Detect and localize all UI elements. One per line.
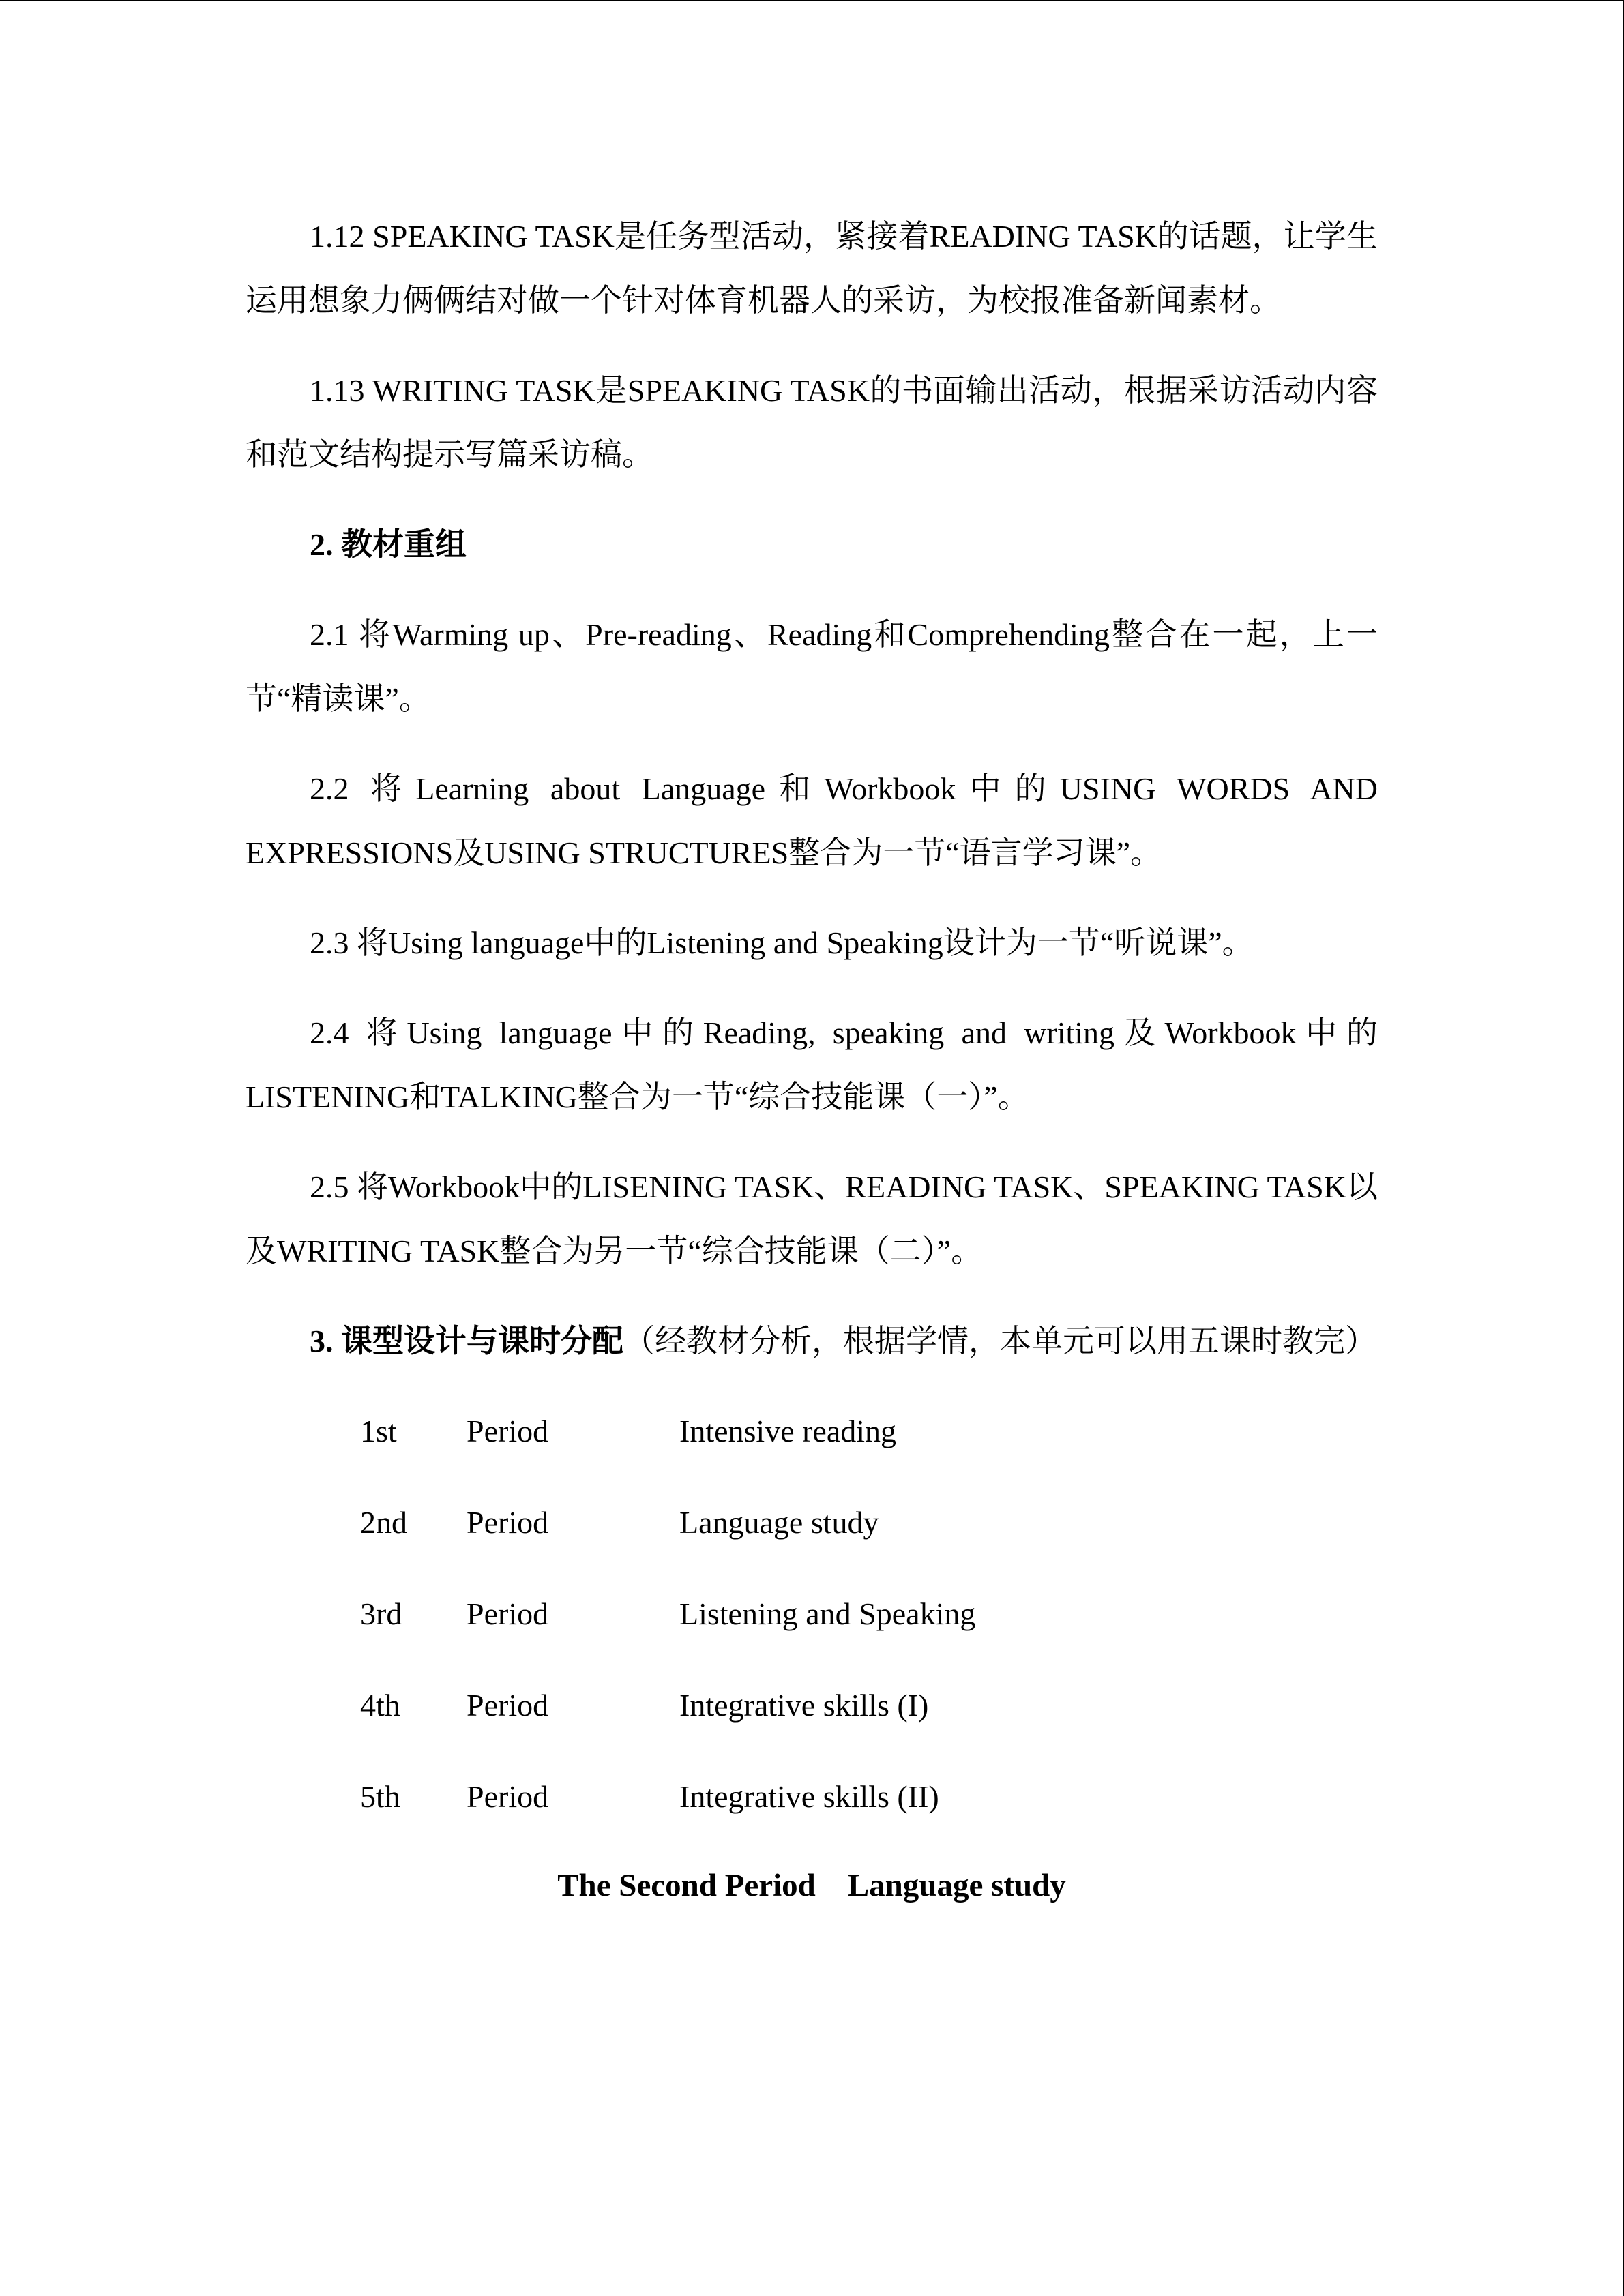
period-number: 4th [360,1688,400,1723]
document-page [246,205,1378,1918]
period-row [246,1582,1378,1673]
section-2-heading-text: 2. 教材重组 [310,527,467,562]
period-type: Integrative skills (I) [679,1688,929,1723]
period-schedule [246,1399,1378,1856]
period-row [246,1491,1378,1582]
period-label: Period [467,1688,549,1723]
period-label: Period [467,1779,549,1814]
lesson-title: The Second Period Language study [557,1868,1066,1903]
period-label: Period [467,1414,549,1448]
period-type: Listening and Speaking [679,1596,976,1631]
paragraph-1-13: 1.13 WRITING TASK是SPEAKING TASK的书面输出活动，根据采访活动内容和范文结构提示写篇采访稿。 [246,373,1378,472]
page-top-border [0,0,1624,1]
period-label: Period [467,1505,549,1540]
paragraph-2-1: 2.1 将Warming up、Pre-reading、Reading和Comprehending整合在一起，上一节“精读课”。 [246,617,1378,716]
period-row [246,1399,1378,1491]
period-type: Language study [679,1505,879,1540]
paragraph-1-12: 1.12 SPEAKING TASK是任务型活动，紧接着READING TASK的话题，让学生运用想象力俩俩结对做一个针对体育机器人的采访，为校报准备新闻素材。 [246,219,1378,318]
section-2-heading [246,513,1378,577]
period-number: 1st [360,1414,397,1448]
section-3-heading [246,1309,1378,1373]
period-number: 5th [360,1779,400,1814]
paragraph-2-4: 2.4 将Using language中的Reading, speaking and writing及Workbook中的LISTENING和TALKING整合为一节“综合技能课（一）”。 [246,1015,1378,1114]
paragraph-2-2: 2.2 将Learning about Language和Workbook中的USING WORDS AND EXPRESSIONS及USING STRUCTURES整合为一节“语言学习课”。 [246,771,1378,870]
period-row [246,1673,1378,1765]
section-3-heading-note: （经教材分析，根据学情，本单元可以用五课时教完） [623,1324,1376,1358]
period-type: Integrative skills (II) [679,1779,939,1814]
period-row [246,1765,1378,1856]
period-number: 2nd [360,1505,407,1540]
period-type: Intensive reading [679,1414,897,1448]
period-label: Period [467,1596,549,1631]
paragraph-2-3: 2.3 将Using language中的Listening and Speaking设计为一节“听说课”。 [310,925,1254,960]
period-number: 3rd [360,1596,402,1631]
paragraph-2-5: 2.5 将Workbook中的LISENING TASK、READING TASK、SPEAKING TASK以及WRITING TASK整合为另一节“综合技能课（二）”。 [246,1169,1378,1268]
section-3-heading-bold: 3. 课型设计与课时分配 [310,1324,623,1358]
